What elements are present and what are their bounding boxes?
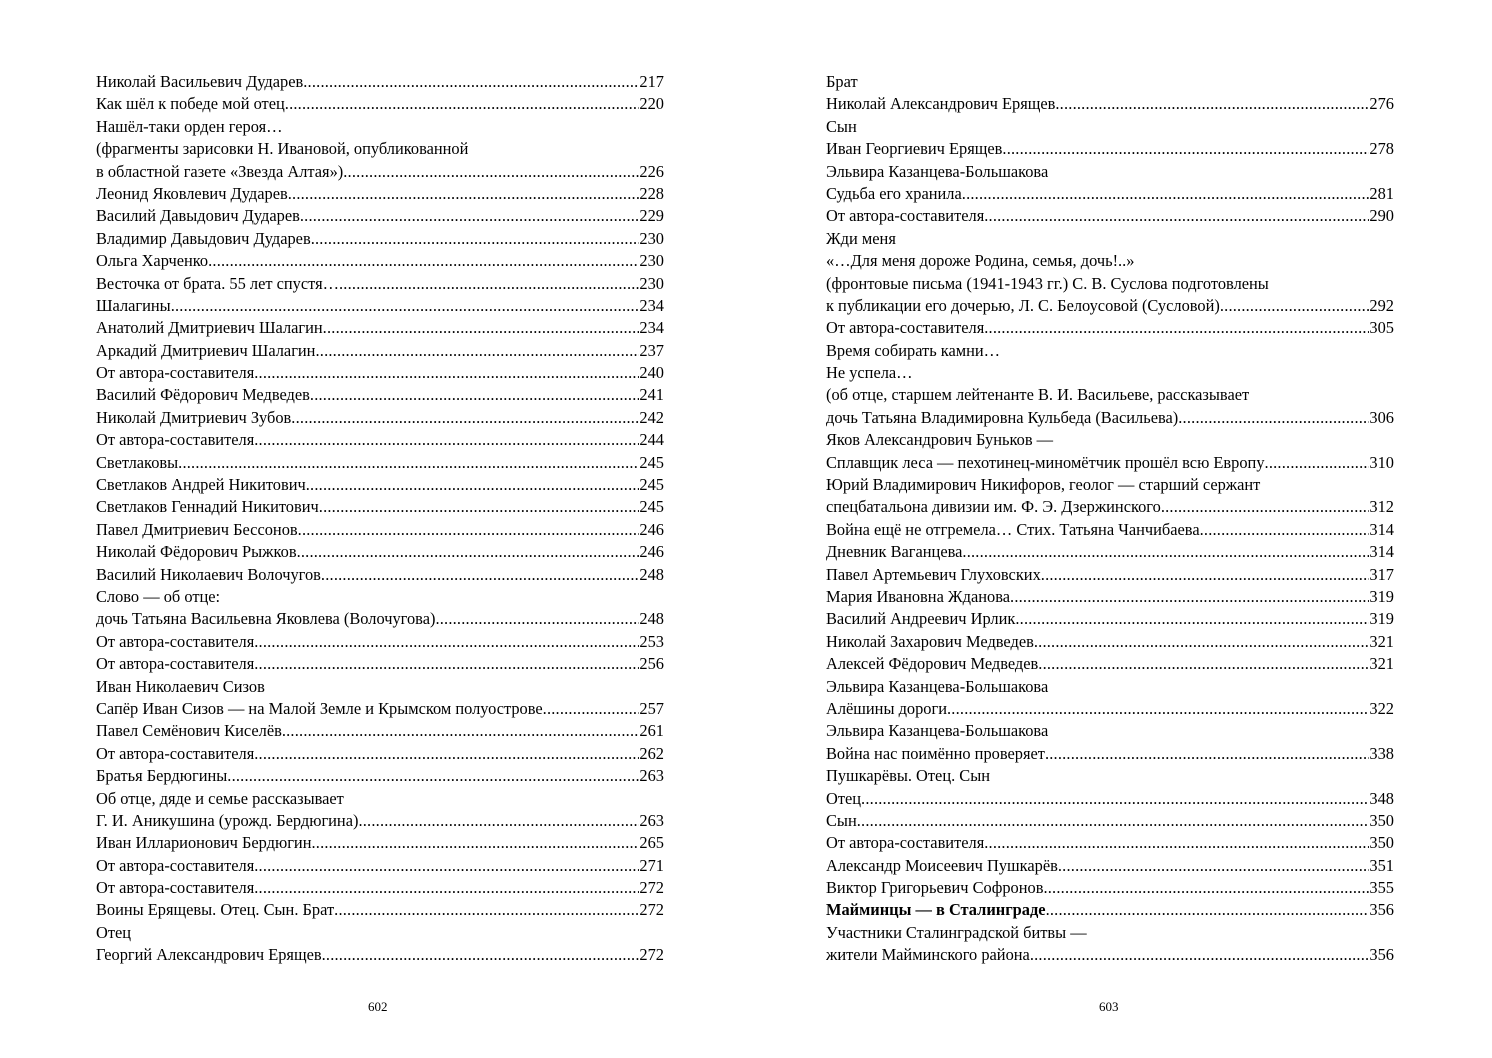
toc-entry-page-number: 230 — [639, 273, 664, 293]
toc-entry-page-number: 305 — [1369, 318, 1394, 338]
toc-entry-title: Яков Александрович Буньков — — [826, 430, 1054, 450]
dot-leader — [254, 429, 639, 451]
toc-entry-title: Шалагины — [96, 295, 171, 315]
toc-entry — [96, 317, 664, 339]
dot-leader — [291, 407, 639, 429]
toc-entry-title: Николай Александрович Ерящев — [826, 94, 1056, 114]
dot-leader — [311, 832, 639, 854]
dot-leader — [984, 317, 1369, 339]
dot-leader — [1058, 855, 1370, 877]
toc-entry — [826, 205, 1394, 227]
toc-entry — [826, 564, 1394, 586]
toc-entry — [96, 765, 664, 787]
toc-entry-page-number: 317 — [1369, 564, 1394, 584]
toc-entry-title: Ольга Харченко — [96, 251, 209, 271]
dot-leader — [343, 161, 639, 183]
toc-entry-title: Воины Ерящевы. Отец. Сын. Брат — [96, 900, 335, 920]
toc-entry-page-number: 355 — [1369, 878, 1394, 898]
toc-entry-title: Пушкарёвы. Отец. Сын — [826, 766, 991, 786]
toc-entry-page-number: 229 — [639, 206, 664, 226]
dot-leader — [1265, 452, 1370, 474]
toc-entry-page-number: 290 — [1369, 206, 1394, 226]
dot-leader — [1055, 93, 1369, 115]
dot-leader — [1178, 407, 1369, 429]
toc-entry-title: Василий Фёдорович Медведев — [96, 385, 310, 405]
dot-leader — [322, 944, 640, 966]
toc-entry — [826, 899, 1394, 921]
toc-entry-title: Леонид Яковлевич Дударев — [96, 183, 288, 203]
toc-entry-page-number: 272 — [639, 900, 664, 920]
dot-leader — [282, 720, 640, 742]
toc-entry — [96, 273, 664, 295]
toc-entry-title: Аркадий Дмитриевич Шалагин — [96, 340, 316, 360]
dot-leader — [178, 452, 639, 474]
toc-entry — [96, 452, 664, 474]
toc-entry-title: Сплавщик леса — пехотинец-миномётчик прошёл всю Европу — [826, 452, 1265, 472]
toc-entry — [826, 71, 1394, 93]
dot-leader — [1161, 496, 1370, 518]
toc-entry-title: Юрий Владимирович Никифоров, геолог — старший сержант — [826, 475, 1261, 495]
left-page — [96, 71, 664, 967]
toc-entry-title: Судьба его хранила — [826, 183, 962, 203]
toc-entry-page-number: 261 — [639, 721, 664, 741]
dot-leader — [861, 788, 1369, 810]
toc-entry-title: От автора-составителя — [96, 363, 255, 383]
dot-leader — [300, 205, 640, 227]
toc-entry — [96, 832, 664, 854]
toc-entry — [96, 631, 664, 653]
toc-entry-title: Не успела… — [826, 363, 913, 383]
dot-leader — [310, 384, 640, 406]
toc-entry — [826, 608, 1394, 630]
dot-leader — [285, 93, 640, 115]
toc-entry — [826, 653, 1394, 675]
toc-entry — [826, 407, 1394, 429]
toc-entry-title: жители Майминского района — [826, 945, 1030, 965]
toc-entry-title: От автора-составителя — [96, 855, 255, 875]
toc-entry-title: Николай Васильевич Дударев — [96, 72, 304, 91]
toc-entry-page-number: 321 — [1369, 654, 1394, 674]
toc-entry-page-number: 242 — [639, 407, 664, 427]
toc-entry-title: Нашёл-таки орден героя… — [96, 116, 283, 136]
toc-entry-page-number: 246 — [639, 542, 664, 562]
toc-entry — [826, 340, 1394, 362]
toc-entry-page-number: 350 — [1369, 833, 1394, 853]
toc-entry — [96, 788, 664, 810]
dot-leader — [1046, 899, 1370, 921]
dot-leader — [1038, 653, 1369, 675]
toc-entry-title: Николай Захарович Медведев — [826, 631, 1034, 651]
toc-entry-title: Весточка от брата. 55 лет спустя… — [96, 273, 339, 293]
toc-entry — [96, 71, 664, 93]
toc-entry-title: Слово — об отце: — [96, 586, 221, 606]
toc-entry — [96, 340, 664, 362]
toc-entry — [826, 496, 1394, 518]
toc-entry-page-number: 276 — [1369, 94, 1394, 114]
toc-entry-title: Г. И. Аникушина (урожд. Бердюгина) — [96, 810, 359, 830]
toc-entry — [826, 810, 1394, 832]
dot-leader — [1045, 743, 1369, 765]
toc-entry — [96, 116, 664, 138]
dot-leader — [208, 250, 639, 272]
toc-entry — [826, 295, 1394, 317]
toc-entry-page-number: 322 — [1369, 698, 1394, 718]
toc-entry — [826, 698, 1394, 720]
toc-entry — [826, 832, 1394, 854]
dot-leader — [1220, 295, 1370, 317]
toc-entry — [826, 586, 1394, 608]
toc-entry-page-number: 281 — [1369, 183, 1394, 203]
dot-leader — [984, 205, 1369, 227]
dot-leader — [171, 295, 640, 317]
toc-entry — [96, 564, 664, 586]
toc-entry-page-number: 237 — [639, 340, 664, 360]
toc-entry-page-number: 350 — [1369, 810, 1394, 830]
toc-entry-page-number: 234 — [639, 318, 664, 338]
toc-entry-title: От автора-составителя — [826, 206, 985, 226]
toc-entry-page-number: 348 — [1369, 788, 1394, 808]
toc-entry — [96, 250, 664, 272]
toc-entry-page-number: 253 — [639, 631, 664, 651]
toc-entry-page-number: 312 — [1369, 497, 1394, 517]
toc-entry — [96, 407, 664, 429]
dot-leader — [1015, 608, 1369, 630]
toc-entry-page-number: 319 — [1369, 609, 1394, 629]
toc-entry — [96, 429, 664, 451]
toc-entry-page-number: 310 — [1369, 452, 1394, 472]
toc-entry-page-number: 314 — [1369, 519, 1394, 539]
toc-entry-title: (фронтовые письма (1941-1943 гг.) С. В. Суслова подготовлены — [826, 273, 1269, 293]
toc-entry-title: От автора-составителя — [96, 430, 255, 450]
toc-entry — [826, 720, 1394, 742]
toc-entry — [96, 720, 664, 742]
toc-entry-title: Иван Николаевич Сизов — [96, 676, 265, 696]
toc-entry-title: Майминцы — в Сталинграде — [826, 900, 1046, 920]
toc-list-left — [96, 71, 664, 967]
dot-leader — [857, 810, 1370, 832]
toc-entry-page-number: 245 — [639, 452, 664, 472]
toc-entry-title: Иван Илларионович Бердюгин — [96, 833, 312, 853]
toc-entry-title: От автора-составителя — [96, 654, 255, 674]
dot-leader — [227, 765, 639, 787]
toc-entry-page-number: 314 — [1369, 542, 1394, 562]
toc-entry-page-number: 217 — [639, 72, 664, 91]
toc-entry-page-number: 230 — [639, 251, 664, 271]
dot-leader — [1043, 877, 1369, 899]
toc-list-right — [826, 71, 1394, 967]
toc-entry-title: к публикации его дочерью, Л. С. Белоусовой (Сусловой) — [826, 295, 1220, 315]
toc-entry-title: Светлаков Геннадий Никитович — [96, 497, 319, 517]
right-page — [826, 71, 1394, 967]
toc-entry-title: От автора-составителя — [96, 878, 255, 898]
toc-entry-title: Мария Ивановна Жданова — [826, 586, 1011, 606]
toc-entry-title: Алёшины дороги — [826, 698, 947, 718]
toc-entry — [826, 474, 1394, 496]
toc-entry — [96, 676, 664, 698]
dot-leader — [1010, 586, 1369, 608]
toc-entry-title: Эльвира Казанцева-Большакова — [826, 676, 1049, 696]
dot-leader — [1030, 944, 1370, 966]
toc-entry — [96, 743, 664, 765]
toc-entry — [96, 161, 664, 183]
toc-entry — [826, 877, 1394, 899]
toc-entry — [96, 922, 664, 944]
dot-leader — [297, 541, 640, 563]
toc-entry — [96, 541, 664, 563]
toc-entry-page-number: 241 — [639, 385, 664, 405]
toc-entry-page-number: 230 — [639, 228, 664, 248]
toc-entry — [96, 899, 664, 921]
toc-entry — [826, 93, 1394, 115]
dot-leader — [1034, 631, 1370, 653]
dot-leader — [319, 496, 640, 518]
toc-entry-title: Время собирать камни… — [826, 340, 1001, 360]
dot-leader — [254, 653, 639, 675]
dot-leader — [303, 71, 639, 93]
dot-leader — [1041, 564, 1370, 586]
toc-entry-title: Отец — [826, 788, 862, 808]
toc-entry-title: От автора-составителя — [96, 743, 255, 763]
toc-entry-page-number: 356 — [1369, 945, 1394, 965]
toc-entry-title: Анатолий Дмитриевич Шалагин — [96, 318, 323, 338]
dot-leader — [306, 474, 640, 496]
dot-leader — [339, 273, 639, 295]
toc-entry-page-number: 263 — [639, 810, 664, 830]
toc-entry — [96, 698, 664, 720]
toc-entry-page-number: 278 — [1369, 139, 1394, 159]
dot-leader — [1002, 138, 1369, 160]
dot-leader — [298, 519, 640, 541]
toc-entry-page-number: 351 — [1369, 855, 1394, 875]
toc-entry — [96, 653, 664, 675]
toc-entry-title: Виктор Григорьевич Софронов — [826, 878, 1044, 898]
dot-leader — [334, 899, 639, 921]
toc-entry-page-number: 245 — [639, 497, 664, 517]
dot-leader — [288, 183, 640, 205]
toc-entry — [826, 765, 1394, 787]
toc-entry-page-number: 321 — [1369, 631, 1394, 651]
toc-entry-page-number: 240 — [639, 363, 664, 383]
toc-entry — [826, 452, 1394, 474]
toc-entry — [96, 519, 664, 541]
toc-entry-page-number: 306 — [1369, 407, 1394, 427]
dot-leader — [254, 362, 639, 384]
toc-entry-page-number: 272 — [639, 878, 664, 898]
toc-entry-page-number: 228 — [639, 183, 664, 203]
toc-entry-page-number: 256 — [639, 654, 664, 674]
toc-entry — [826, 228, 1394, 250]
toc-entry — [826, 676, 1394, 698]
toc-entry — [826, 429, 1394, 451]
toc-entry-page-number: 265 — [639, 833, 664, 853]
toc-entry-title: Николай Дмитриевич Зубов — [96, 407, 292, 427]
toc-entry-page-number: 292 — [1369, 295, 1394, 315]
toc-entry — [826, 384, 1394, 406]
toc-entry — [826, 944, 1394, 966]
toc-entry — [826, 183, 1394, 205]
toc-entry-title: дочь Татьяна Владимировна Кульбеда (Васильева) — [826, 407, 1179, 427]
toc-entry-title: Сапёр Иван Сизов — на Малой Земле и Крымском полуострове — [96, 698, 543, 718]
toc-entry-title: (об отце, старшем лейтенанте В. И. Васильеве, рассказывает — [826, 385, 1250, 405]
toc-entry-title: Об отце, дяде и семье рассказывает — [96, 788, 344, 808]
toc-entry-page-number: 248 — [639, 564, 664, 584]
toc-entry-title: в областной газете «Звезда Алтая») — [96, 161, 344, 181]
toc-entry-title: Василий Давыдович Дударев — [96, 206, 300, 226]
toc-entry-title: Война нас поимённо проверяет — [826, 743, 1045, 763]
toc-entry — [826, 788, 1394, 810]
toc-entry — [96, 944, 664, 966]
toc-entry-title: Алексей Фёдорович Медведев — [826, 654, 1039, 674]
toc-entry-page-number: 244 — [639, 430, 664, 450]
toc-entry-page-number: 263 — [639, 766, 664, 786]
toc-entry — [826, 541, 1394, 563]
dot-leader — [435, 608, 639, 630]
toc-entry-title: Светлаков Андрей Никитович — [96, 475, 306, 495]
toc-entry-page-number: 262 — [639, 743, 664, 763]
toc-entry-title: Павел Дмитриевич Бессонов — [96, 519, 298, 539]
toc-entry-title: От автора-составителя — [826, 833, 985, 853]
toc-entry-title: Павел Артемьевич Глуховских — [826, 564, 1041, 584]
toc-entry-title: Война ещё не отгремела… Стих. Татьяна Чанчибаева — [826, 519, 1200, 539]
toc-entry — [96, 810, 664, 832]
toc-entry-title: Иван Георгиевич Ерящев — [826, 139, 1003, 159]
dot-leader — [358, 810, 639, 832]
toc-entry — [826, 273, 1394, 295]
toc-entry-page-number: 272 — [639, 945, 664, 965]
toc-entry — [96, 877, 664, 899]
toc-entry — [826, 743, 1394, 765]
toc-entry — [96, 855, 664, 877]
toc-entry-title: Братья Бердюгины — [96, 766, 228, 786]
dot-leader — [311, 228, 640, 250]
toc-entry-title: Сын — [826, 116, 857, 136]
toc-entry — [826, 519, 1394, 541]
toc-entry-title: Сын — [826, 810, 857, 830]
toc-entry-title: Участники Сталинградской битвы — — [826, 922, 1087, 942]
toc-entry-page-number: 245 — [639, 475, 664, 495]
toc-entry-title: Александр Моисеевич Пушкарёв — [826, 855, 1058, 875]
toc-entry — [96, 384, 664, 406]
toc-entry — [826, 922, 1394, 944]
toc-entry-page-number: 356 — [1369, 900, 1394, 920]
dot-leader — [254, 855, 639, 877]
dot-leader — [1200, 519, 1370, 541]
toc-entry-title: От автора-составителя — [96, 631, 255, 651]
toc-entry — [826, 138, 1394, 160]
toc-entry-title: Павел Семёнович Киселёв — [96, 721, 282, 741]
toc-entry-title: Брат — [826, 72, 858, 91]
toc-entry-page-number: 226 — [639, 161, 664, 181]
toc-entry-title: Владимир Давыдович Дударев — [96, 228, 311, 248]
toc-entry — [826, 161, 1394, 183]
toc-entry-title: Эльвира Казанцева-Большакова — [826, 161, 1049, 181]
toc-entry — [96, 362, 664, 384]
toc-entry-page-number: 248 — [639, 609, 664, 629]
toc-entry — [96, 93, 664, 115]
toc-entry-title: «…Для меня дороже Родина, семья, дочь!..» — [826, 251, 1135, 271]
toc-entry — [826, 317, 1394, 339]
page-number-left: 602 — [368, 999, 388, 1014]
toc-entry-title: Николай Фёдорович Рыжков — [96, 542, 297, 562]
toc-entry-title: От автора-составителя — [826, 318, 985, 338]
page-number-right: 603 — [1099, 999, 1119, 1014]
toc-entry-title: Светлаковы — [96, 452, 179, 472]
toc-entry — [96, 474, 664, 496]
dot-leader — [947, 698, 1369, 720]
toc-entry-title: Эльвира Казанцева-Большакова — [826, 721, 1049, 741]
toc-entry-title: Василий Андреевич Ирлик — [826, 609, 1016, 629]
toc-entry — [96, 496, 664, 518]
dot-leader — [984, 832, 1369, 854]
toc-entry — [96, 295, 664, 317]
toc-entry — [826, 116, 1394, 138]
toc-entry — [826, 250, 1394, 272]
toc-entry-page-number: 246 — [639, 519, 664, 539]
toc-entry-title: Василий Николаевич Волочугов — [96, 564, 321, 584]
toc-entry — [96, 183, 664, 205]
dot-leader — [315, 340, 639, 362]
toc-entry-page-number: 220 — [639, 94, 664, 114]
toc-entry-title: спецбатальона дивизии им. Ф. Э. Дзержинского — [826, 497, 1161, 517]
toc-entry — [96, 205, 664, 227]
toc-entry-title: Как шёл к победе мой отец — [96, 94, 285, 114]
toc-entry-page-number: 319 — [1369, 586, 1394, 606]
dot-leader — [543, 698, 640, 720]
toc-entry — [96, 608, 664, 630]
dot-leader — [321, 564, 639, 586]
toc-entry-title: Дневник Ваганцева — [826, 542, 963, 562]
toc-entry-title: (фрагменты зарисовки Н. Ивановой, опубликованной — [96, 139, 469, 159]
toc-entry-title: Отец — [96, 922, 132, 942]
dot-leader — [254, 631, 639, 653]
toc-entry — [826, 631, 1394, 653]
dot-leader — [962, 541, 1369, 563]
toc-entry — [826, 362, 1394, 384]
toc-entry — [826, 855, 1394, 877]
toc-entry — [96, 228, 664, 250]
toc-entry-page-number: 338 — [1369, 743, 1394, 763]
toc-entry-page-number: 271 — [639, 855, 664, 875]
toc-entry-page-number: 234 — [639, 295, 664, 315]
toc-entry — [96, 138, 664, 160]
dot-leader — [254, 877, 639, 899]
dot-leader — [962, 183, 1370, 205]
toc-entry-title: Георгий Александрович Ерящев — [96, 945, 322, 965]
toc-entry-page-number: 257 — [639, 698, 664, 718]
dot-leader — [254, 743, 639, 765]
toc-entry-title: дочь Татьяна Васильевна Яковлева (Волочугова) — [96, 609, 436, 629]
dot-leader — [323, 317, 640, 339]
toc-entry-title: Жди меня — [826, 228, 896, 248]
toc-entry — [96, 586, 664, 608]
